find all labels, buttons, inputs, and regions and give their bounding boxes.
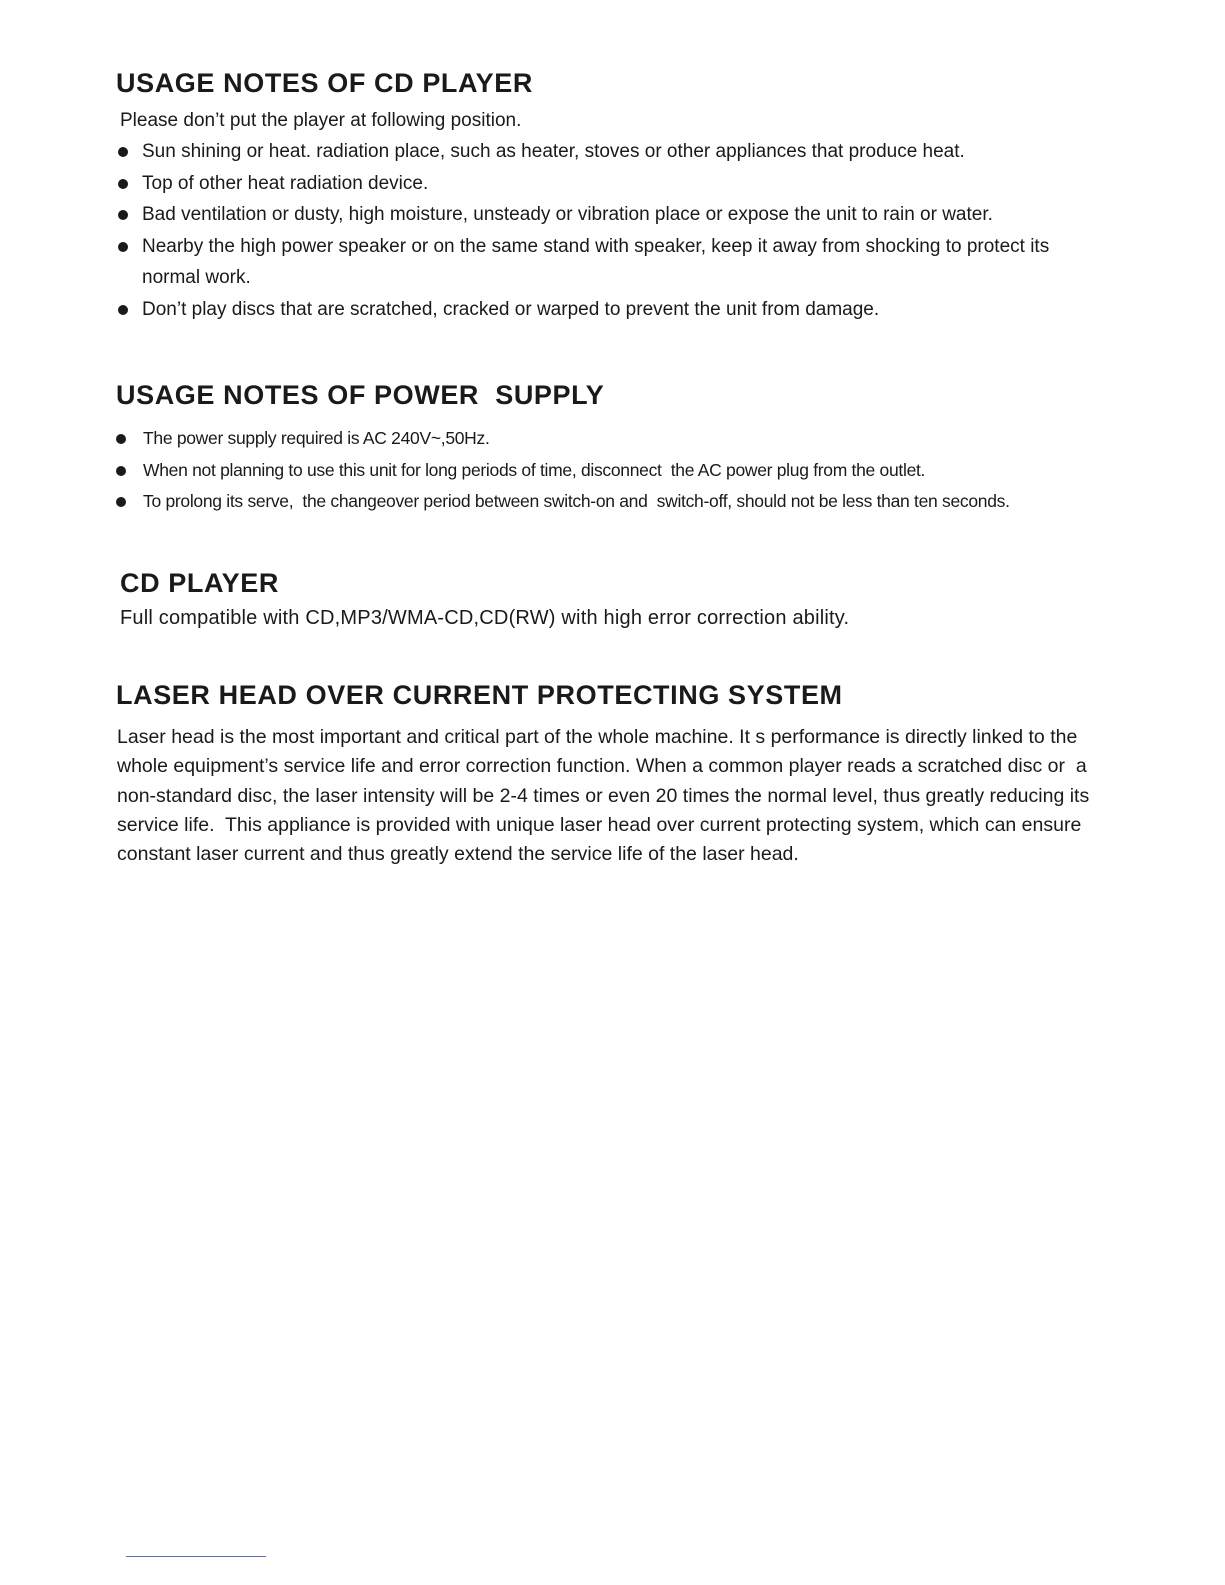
laser-section [0,680,1225,869]
list-item [117,168,1102,200]
bullet-icon [116,434,126,444]
laser-text: Laser head is the most important and critical part of the whole machine. It s performance is directly linked to the whole equipment’s service life and error correction function. When a common player reads a scratched disc or a non-standard disc, the laser intensity will be 2-4 times or even 20 times the normal level, thus greatly reducing its service life. This appliance is provided with unique laser head over current protecting system, which can ensure constant laser current and thus greatly extend the service life of the laser head. [117,726,1095,866]
power-usage-heading: USAGE NOTES OF POWER SUPPLY [116,380,605,410]
bullet-icon [118,179,128,189]
laser-heading: LASER HEAD OVER CURRENT PROTECTING SYSTEM [116,680,843,710]
bullet-icon [118,147,128,157]
bullet-icon [118,305,128,315]
bullet-icon [116,497,126,507]
bullet-icon [116,466,126,476]
list-item-text: The power supply required is AC 240V~,50Hz. [143,428,490,448]
cd-player-heading: CD PLAYER [120,568,279,598]
list-item [117,199,1102,231]
cd-usage-list [117,136,1102,325]
power-usage-list [115,423,1115,518]
cd-usage-section [0,68,1225,325]
cd-usage-intro: Please don’t put the player at following position. [120,110,522,131]
list-item [115,423,1115,455]
list-item [117,136,1102,168]
list-item [115,455,1115,487]
cd-player-text: Full compatible with CD,MP3/WMA-CD,CD(RW) with high error correction ability. [120,607,850,629]
list-item-text: To prolong its serve, the changeover period between switch-on and switch-off, should not be less than ten seconds. [143,491,1010,511]
cd-usage-heading: USAGE NOTES OF CD PLAYER [116,68,533,98]
power-usage-section [0,380,1225,518]
list-item [117,231,1102,294]
list-item-text: Top of other heat radiation device. [142,172,429,194]
bullet-icon [118,242,128,252]
bullet-icon [118,210,128,220]
list-item [115,486,1115,518]
list-item [117,294,1102,326]
list-item-text: Nearby the high power speaker or on the same stand with speaker, keep it away from shocking to protect its normal work. [142,235,1050,288]
list-item-text: Sun shining or heat. radiation place, such as heater, stoves or other appliances that produce heat. [142,141,965,162]
cd-player-section [0,568,1225,630]
footer-rule [126,1556,266,1557]
list-item-text: Bad ventilation or dusty, high moisture, unsteady or vibration place or expose the unit to rain or water. [142,204,993,225]
list-item-text: When not planning to use this unit for long periods of time, disconnect the AC power plug from the outlet. [143,459,926,480]
list-item-text: Don’t play discs that are scratched, cracked or warped to prevent the unit from damage. [142,298,880,320]
